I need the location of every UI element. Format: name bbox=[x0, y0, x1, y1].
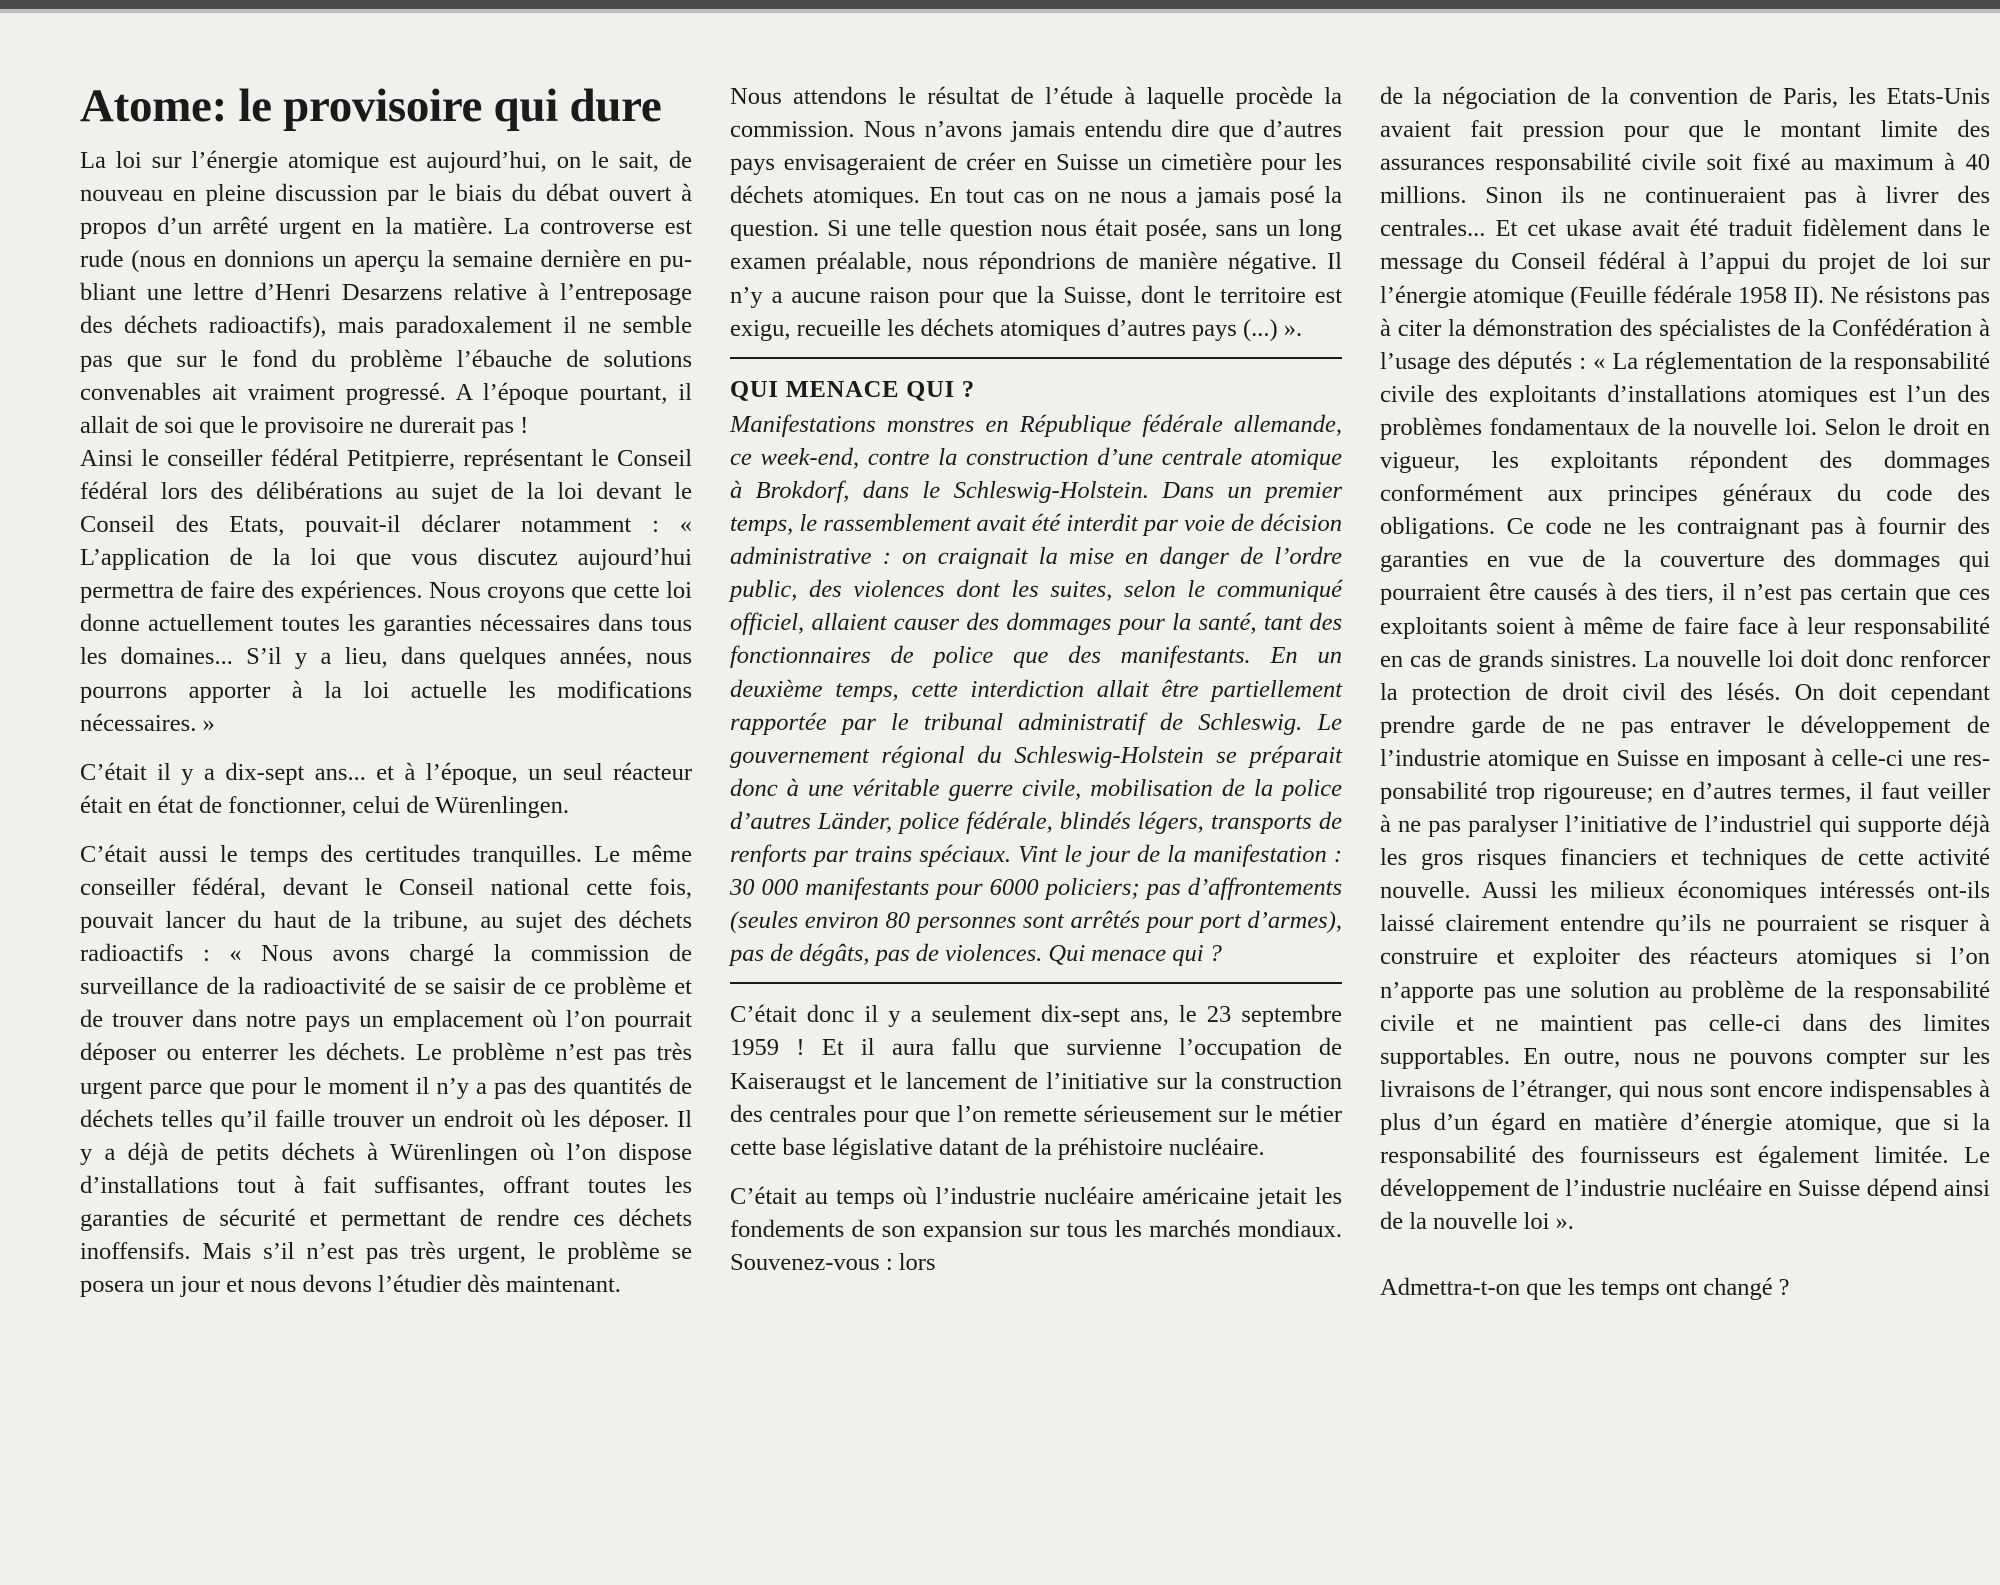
article-title: Atome: le provisoire qui dure bbox=[80, 80, 662, 132]
box-top-rule bbox=[730, 357, 1342, 359]
col2-paragraph-2: C’était donc il y a seulement dix-sept ans, le 23 septembre 1959 ! Et il aura fallu que survienne l’occupation de Kaiseraugst et le lancement de l’initiative sur la construction des centrales pour que l’on remette sérieusement sur le métier cette base législative datant de la préhistoire nucléaire. bbox=[730, 1001, 1342, 1161]
box-title: QUI MENACE QUI ? bbox=[730, 375, 975, 403]
scan-top-edge-shadow bbox=[0, 9, 2000, 13]
scan-top-edge bbox=[0, 0, 2000, 9]
sidebar-box bbox=[730, 373, 1342, 971]
col1-paragraph-3: C’était il y a dix-sept ans... et à l’époque, un seul réacteur était en état de fonctionner, celui de Würenlingen. bbox=[80, 758, 692, 819]
col3-paragraph-1: de la négociation de la convention de Paris, les Etats-Unis avaient fait pression pour que le montant limite des assurances responsabilité civile soit fixé au maximum à 40 millions. Sinon ils ne continueraient pas à livrer des centrales... Et cet ukase avait été traduit fidèlement dans le message du Conseil fédéral à l’appui du projet de loi sur l’énergie atomique (Feuille fédérale 1958 II). Ne résistons pas à citer la démonstration des spécialistes de la Confédération à l’usage des députés : « La réglementation de la responsabilité civile des exploitants d’installations atomiques est l’un des problèmes fondamentaux de la nouvelle loi. Selon le droit en vigueur, les exploitants répondent des dommages conformément aux principes généraux du code des obligations. Ce code ne les contraignant pas à fournir des garanties en vue de la couverture des dommages qui pourraient être causés à des tiers, il n’est pas certain que ces exploitants soient à même de faire face à leur responsabilité en cas de grands sinistres. La nouvelle loi doit donc renforcer la protection de droit civil des lésés. On doit cependant prendre garde de ne pas entraver le développement de l’industrie atomique en Suisse en imposant à celle-ci une responsabilité trop rigoureuse; en d’autres termes, il faut veiller à ne pas paralyser l’initiative de l’industriel qui supporte déjà les gros risques financiers et techniques de cette activité nouvelle. Aussi les milieux économiques intéressés ont-ils laissé clairement entendre qu’ils ne pourraient se risquer à construire et exploiter des réacteurs atomiques si l’on n’apporte pas une solution au problème de la responsabilité civile et ne maintient pas celle-ci dans des limites supportables. En outre, nous ne pouvons compter sur les livraisons de l’étranger, qui nous sont encore indispensables à plus d’un égard en matière d’énergie atomique, que si la responsabilité des fournisseurs est également limitée. Le développement de l’industrie nucléaire en Suisse dépend ainsi de la nouvelle loi ». bbox=[1380, 83, 1990, 1236]
box-text: Manifestations monstres en République fédérale allemande, ce week-end, contre la construction d’une centrale atomique à Brokdorf, dans le Schleswig-Holstein. Dans un premier temps, le rassemblement avait été interdit par voie de décision administrative : on craignait la mise en danger de l’ordre public, des violences dont les suites, selon le communiqué officiel, allaient causer des dommages pour la santé, tant des fonctionnaires de police que des manifestants. En un deuxième temps, cette interdiction allait être partiellement rapportée par le tribunal administratif de Schleswig. Le gouvernement régional du Schleswig-Holstein se préparait donc à une véritable guerre civile, mobilisation de la police d’autres Länder, police fédérale, blindés légers, transports de renforts par trains spéciaux. Vint le jour de la manifestation : 30 000 manifestants pour 6000 policiers; pas d’affrontements (seules environ 80 personnes sont arrêtés pour port d’armes), pas de dégâts, pas de violences. Qui menace qui ? bbox=[730, 410, 1342, 968]
col1-paragraph-4: C’était aussi le temps des certitudes tranquilles. Le même conseiller fédéral, devant le Conseil national cette fois, pouvait lancer du haut de la tribune, au sujet des déchets radioactifs : « Nous avons chargé la commission de surveillance de la radioactivité de se saisir de ce problème et de trouver dans notre pays un emplacement où l’on pourrait déposer ou enterrer les déchets. Le problème n’est pas très urgent parce que pour le moment il n’y a pas des quantités de déchets telles qu’il faille trouver un endroit où les déposer. Il y a déjà de petits déchets à Würenlingen où l’on dispose d’installations tout à fait suffisantes, offrant toutes les garanties de sécurité et permettant de rendre ces déchets inoffensifs. Mais s’il n’est pas très urgent, le problème se posera un jour et nous devons l’étudier dès maintenant. bbox=[80, 840, 692, 1299]
col1-paragraph-1: La loi sur l’énergie atomique est aujourd’hui, on le sait, de nouveau en pleine discussion par le biais du débat ouvert à propos d’un arrêté urgent en la matière. La controverse est rude (nous en donnions un aperçu la semaine dernière en publiant une lettre d’Henri Desarzens relative à l’entreposage des déchets radioactifs), mais paradoxalement il ne semble pas que sur le fond du problème l’ébauche de solutions convenables ait vraiment progressé. A l’époque pourtant, il allait de soi que le provisoire ne durerait pas ! bbox=[80, 147, 692, 439]
article-column-2 bbox=[730, 80, 1342, 1279]
col1-paragraph-2: Ainsi le conseiller fédéral Petitpierre, représentant le Conseil fédéral lors des délibérations au sujet de la loi devant le Conseil des Etats, pouvait-il déclarer notamment : « L’application de la loi que vous discutez aujourd’hui permettra de faire des expériences. Nous croyons que cette loi donne actuellement toutes les garanties nécessaires dans tous les domaines... S’il y a lieu, dans quelques années, nous pourrons apporter à la loi actuelle les modifications nécessaires. » bbox=[80, 444, 692, 737]
article-column-1 bbox=[80, 80, 692, 1301]
col2-paragraph-3: C’était au temps où l’industrie nucléaire américaine jetait les fondements de son expansion sur tous les marchés mondiaux. Souvenez-vous : lors bbox=[730, 1182, 1342, 1276]
article-column-3 bbox=[1380, 80, 1990, 1304]
box-bottom-rule bbox=[730, 982, 1342, 984]
col2-paragraph-1: Nous attendons le résultat de l’étude à laquelle procède la commission. Nous n’avons jamais entendu dire que d’autres pays envisageraient de créer en Suisse un cimetière pour les déchets atomiques. En tout cas on ne nous a jamais posé la question. Si une telle question nous était posée, sans un long examen préalable, nous répondrions de manière négative. Il n’y a aucune raison pour que la Suisse, dont le territoire est exigu, recueille les déchets atomiques d’autres pays (...) ». bbox=[730, 83, 1342, 342]
col3-closing-question: Admettra-t-on que les temps ont changé ? bbox=[1380, 1274, 1790, 1302]
